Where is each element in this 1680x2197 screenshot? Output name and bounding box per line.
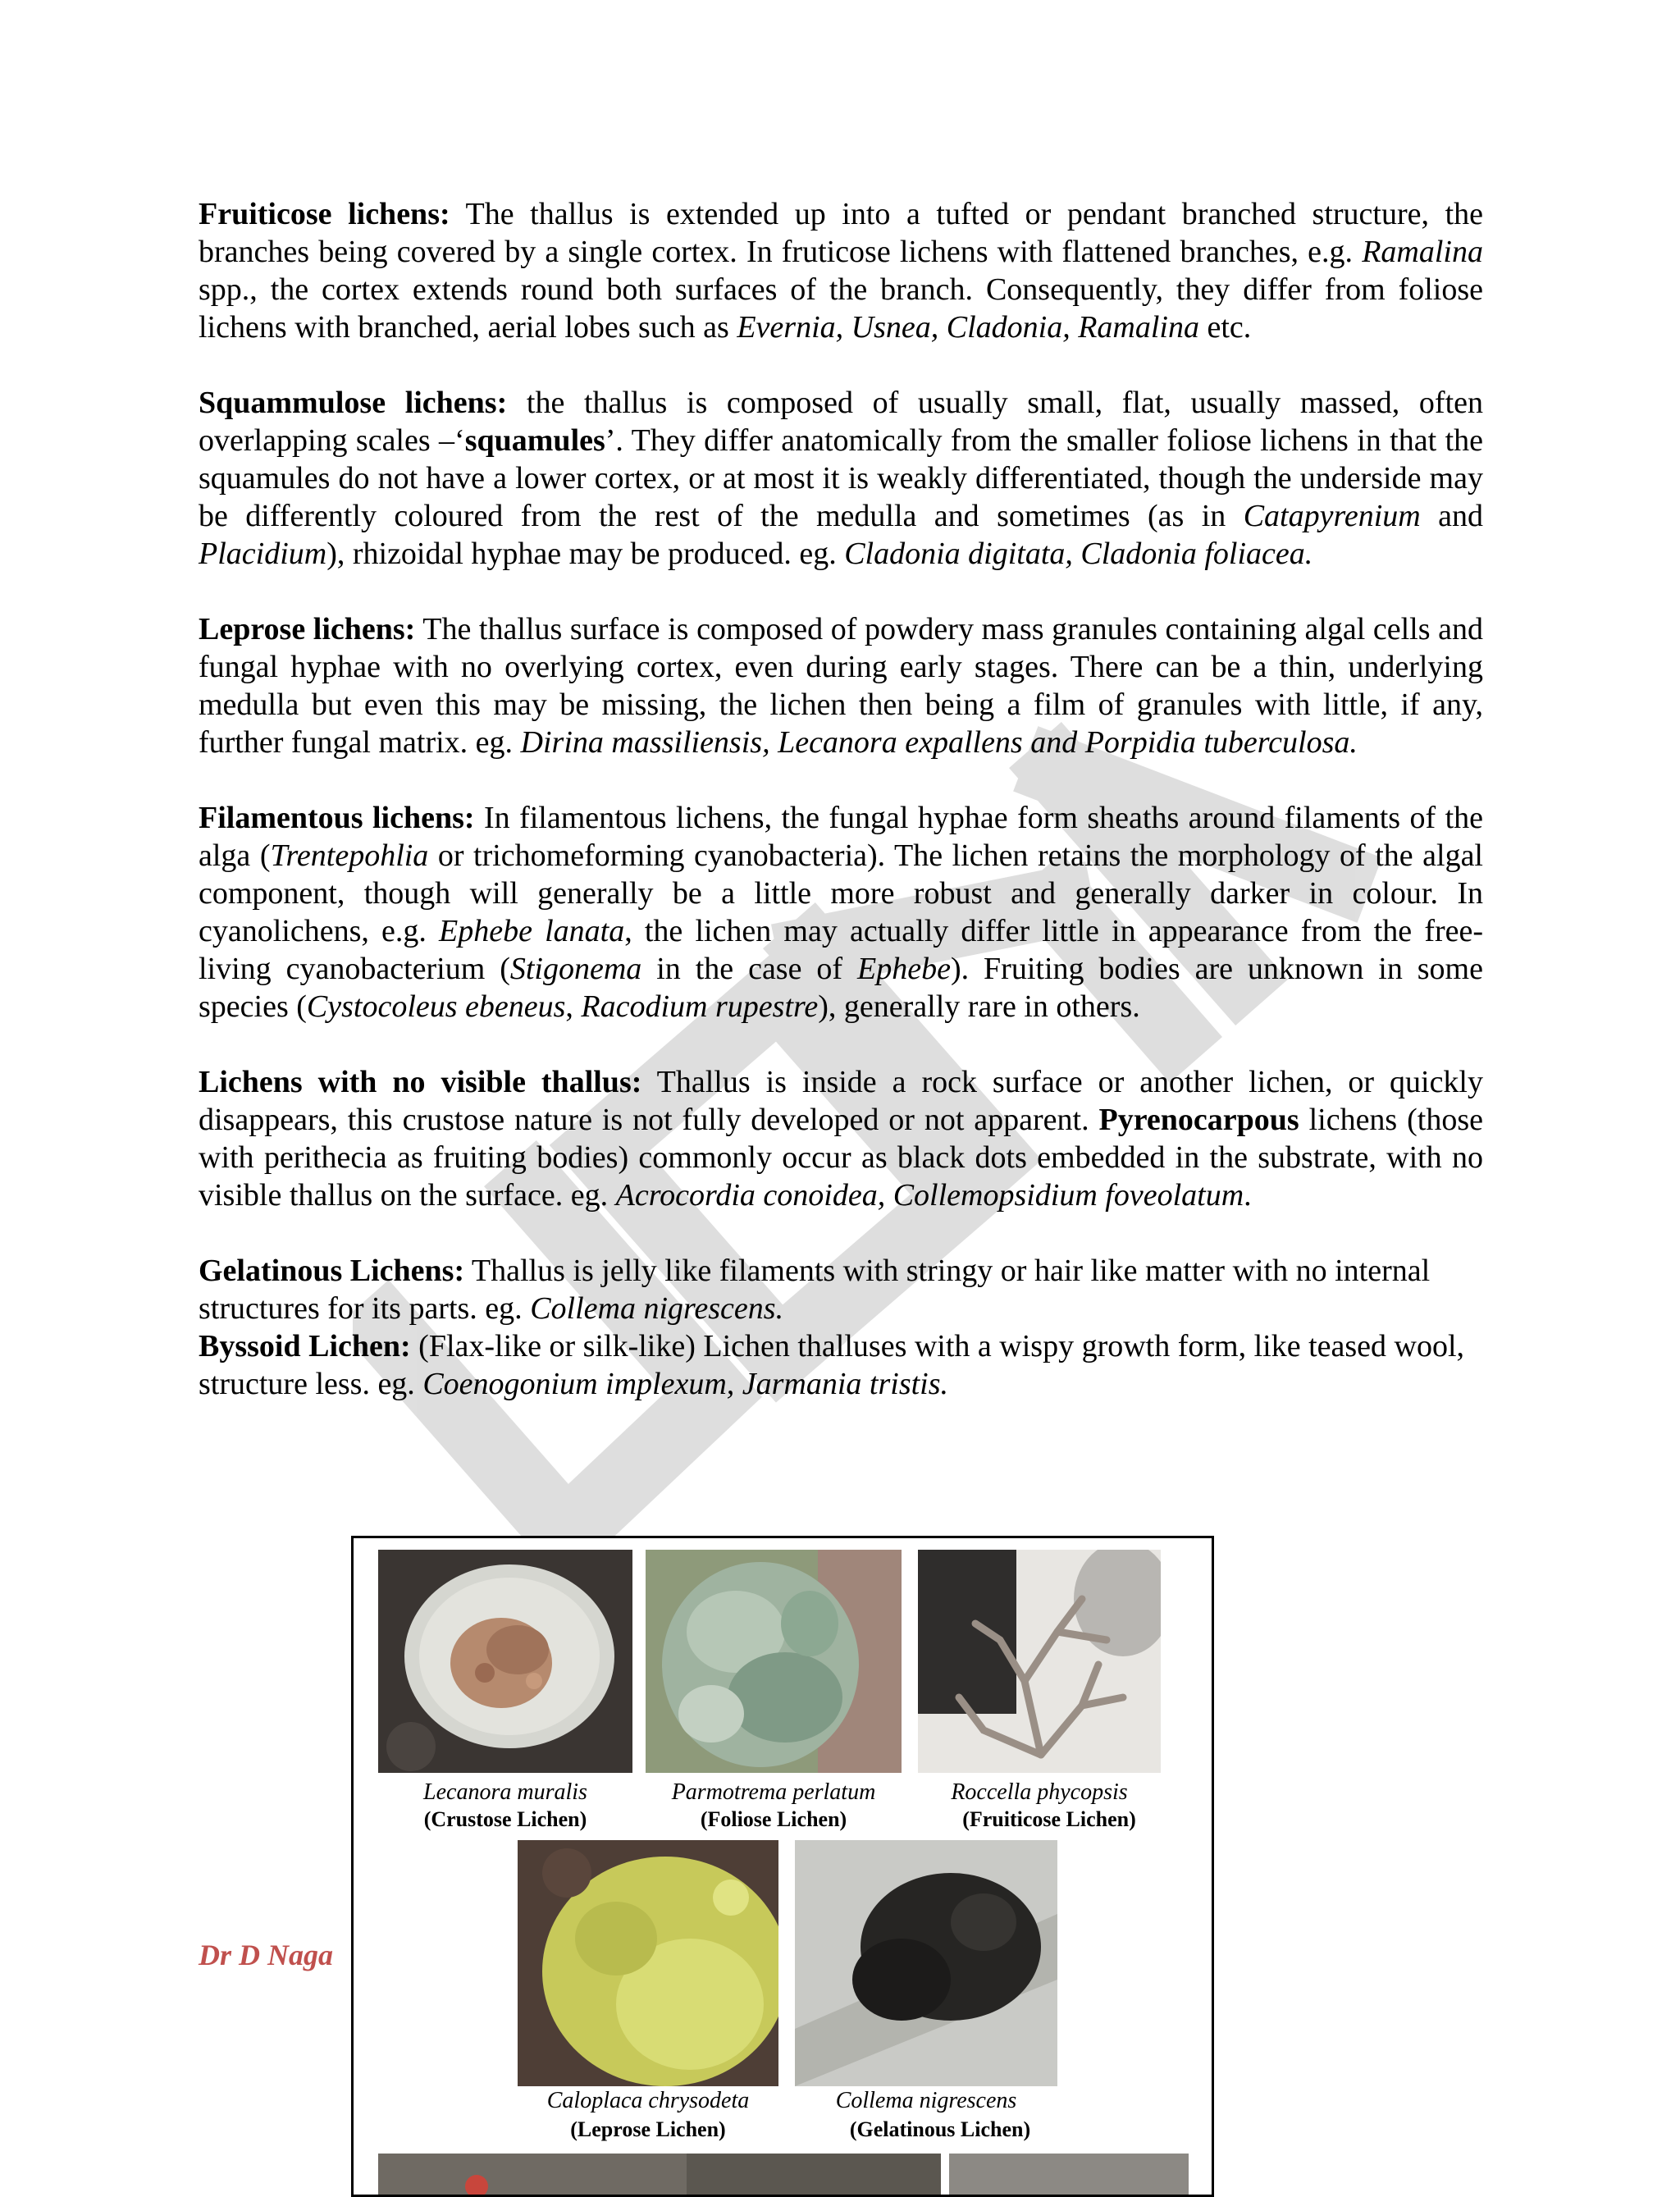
species-name: Collema nigrescens. xyxy=(530,1291,784,1326)
term-byssoid: Byssoid Lichen: xyxy=(199,1329,411,1363)
species-name: Ephebe lanata xyxy=(439,914,625,948)
text: , xyxy=(565,989,582,1024)
species-name: Acrocordia conoidea, Collemopsidium foveolatum xyxy=(615,1178,1244,1213)
species-name: Dirina massiliensis, Lecanora expallens and Porpidia tuberculosa. xyxy=(520,725,1358,760)
species-name: Evernia, Usnea, Cladonia, Ramalina xyxy=(737,310,1199,345)
text: (Flax-like or silk-like) Lichen thalluses with a wispy growth form, like teased wool, structure less. eg. xyxy=(199,1329,1465,1401)
caption-type-1: (Crustose Lichen) xyxy=(423,1807,587,1831)
paragraph-leprose xyxy=(199,610,1483,761)
caption-name-5: Collema nigrescens xyxy=(835,2088,1017,2113)
paragraph-fruiticose xyxy=(199,195,1483,346)
text: The thallus surface is composed of powdery mass granules containing algal cells and fungal hyphae with no overlying cortex, even during early stages. There can be a thin, underlying medulla but even this may be missing, the lichen then being a film of granules with little, if any, further fungal matrix. eg. xyxy=(199,612,1483,760)
emphasis: Pyrenocarpous xyxy=(1098,1103,1299,1137)
document-body xyxy=(199,195,1483,1403)
text: or trichomeforming cyanobacteria). The lichen retains the morphology of the algal component, though will generally be a little more robust and generally darker in colour. In cyanolichens, e.g. xyxy=(199,838,1483,948)
text: Thallus is inside a rock surface or another lichen, or quickly disappears, this crustose nature is not fully developed or not apparent. xyxy=(199,1065,1483,1137)
term-leprose: Leprose lichens: xyxy=(199,612,416,646)
text: ’. They differ anatomically from the smaller foliose lichens in that the squamules do not have a lower cortex, or at most it is weakly differentiated, though the underside may be differently coloured from the rest of the medulla and sometimes (as in xyxy=(199,423,1483,533)
text: ), generally rare in others. xyxy=(818,989,1140,1024)
species-name: Catapyrenium xyxy=(1243,499,1421,533)
species-name: Ramalina xyxy=(1362,235,1483,269)
caption-type-4: (Leprose Lichen) xyxy=(570,2117,726,2141)
text: ). Fruiting bodies are unknown in some species ( xyxy=(199,952,1483,1024)
caption-name-2: Parmotrema perlatum xyxy=(671,1779,876,1805)
species-name: Cystocoleus ebeneus xyxy=(306,989,566,1024)
paragraph-byssoid xyxy=(199,1327,1483,1403)
photo-caloplaca-chrysodeta xyxy=(518,1840,778,2086)
species-name: Ephebe xyxy=(857,952,951,986)
term-gelatinous: Gelatinous Lichens: xyxy=(199,1254,465,1288)
photo-roccella-phycopsis xyxy=(918,1550,1161,1773)
caption-type-2: (Foliose Lichen) xyxy=(700,1807,847,1831)
term-fruiticose: Fruiticose lichens: xyxy=(199,197,450,231)
species-name: Stigonema xyxy=(509,952,642,986)
species-name: Trentepohlia xyxy=(270,838,429,873)
species-name: Cladonia digitata, Cladonia foliacea. xyxy=(844,537,1313,571)
caption-type-3: (Fruiticose Lichen) xyxy=(962,1807,1136,1831)
text: Thallus is jelly like filaments with stringy or hair like matter with no internal structures for its parts. eg. xyxy=(199,1254,1431,1326)
term-filamentous: Filamentous lichens: xyxy=(199,801,475,835)
caption-type-5: (Gelatinous Lichen) xyxy=(849,2117,1031,2141)
text: in the case of xyxy=(641,952,857,986)
caption-name-3: Roccella phycopsis xyxy=(951,1779,1128,1805)
text: , the lichen may actually differ little in appearance from the free-living cyanobacterium ( xyxy=(199,914,1484,986)
photo-collema-nigrescens xyxy=(795,1840,1057,2086)
text: In filamentous lichens, the fungal hyphae form sheaths around filaments of the alga ( xyxy=(199,801,1483,873)
emphasis: squamules xyxy=(464,423,605,458)
paragraph-filamentous xyxy=(199,799,1483,1025)
photo-row3-3 xyxy=(949,2154,1189,2197)
text: the thallus is composed of usually small, flat, usually massed, often overlapping scales –‘ xyxy=(199,386,1483,458)
species-name: Racodium rupestre xyxy=(581,989,819,1024)
photo-lecanora-muralis xyxy=(378,1550,632,1773)
text: spp., the cortex extends round both surfaces of the branch. Consequently, they differ from foliose lichens with branched, aerial lobes such as xyxy=(199,272,1483,345)
paragraph-squammulose xyxy=(199,384,1483,573)
paragraph-gelatinous xyxy=(199,1252,1483,1327)
caption-name-1: Lecanora muralis xyxy=(423,1779,587,1805)
text: . xyxy=(1244,1178,1252,1213)
text: ), rhizoidal hyphae may be produced. eg. xyxy=(326,537,845,571)
text: The thallus is extended up into a tufted or pendant branched structure, the branches being covered by a single cortex. In fruticose lichens with flattened branches, e.g. xyxy=(199,197,1484,269)
caption-name-4: Caloplaca chrysodeta xyxy=(546,2088,750,2113)
photo-row3-1 xyxy=(378,2154,687,2197)
photo-row3-2 xyxy=(687,2154,941,2197)
lichen-figure xyxy=(351,1536,1214,2197)
photo-parmotrema-perlatum xyxy=(646,1550,902,1773)
text: lichens (those with perithecia as fruiting bodies) commonly occur as black dots embedded in the substrate, with no visible thallus on the surface. eg. xyxy=(199,1103,1483,1213)
species-name: Coenogonium implexum, Jarmania tristis. xyxy=(422,1367,949,1401)
text: and xyxy=(1420,499,1483,533)
term-squammulose: Squammulose lichens: xyxy=(199,386,508,420)
paragraph-no-visible-thallus xyxy=(199,1063,1483,1214)
species-name: Placidium xyxy=(199,537,327,571)
term-no-visible-thallus: Lichens with no visible thallus: xyxy=(199,1065,642,1099)
text: etc. xyxy=(1198,310,1252,345)
author-footer: Dr D Naga xyxy=(199,1939,334,1971)
